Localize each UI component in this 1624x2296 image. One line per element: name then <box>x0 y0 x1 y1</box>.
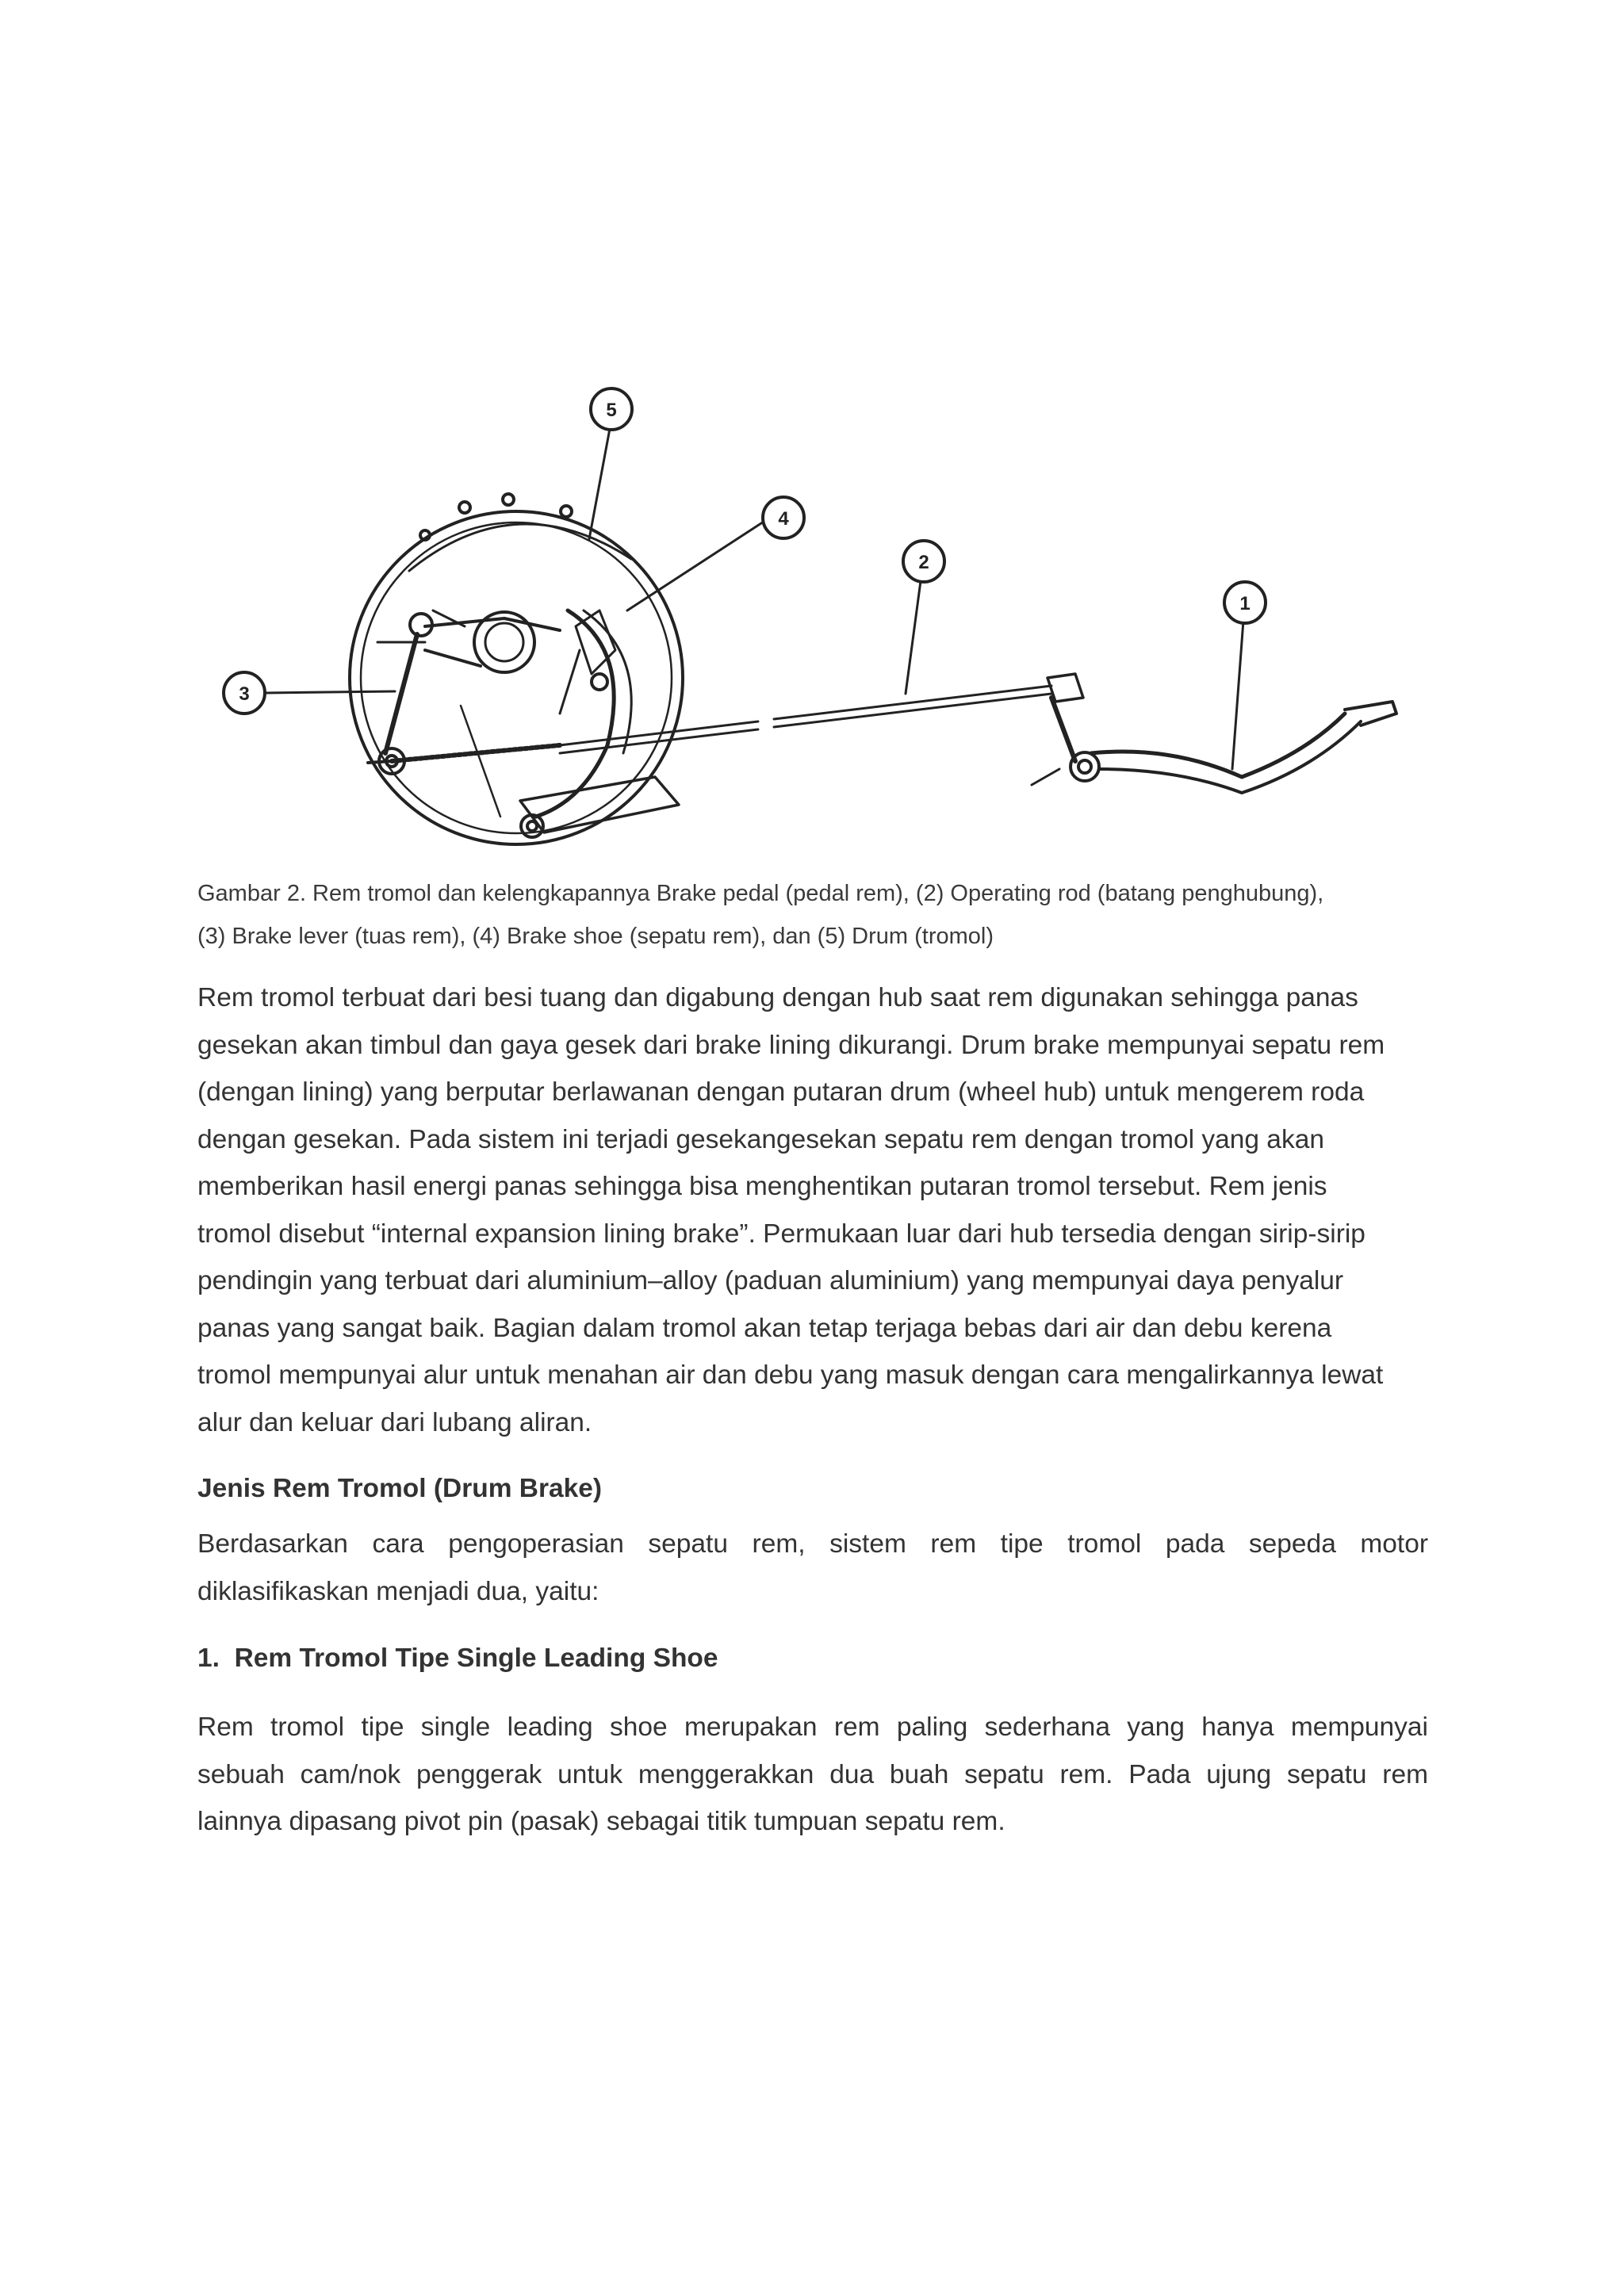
intro-paragraph <box>197 974 1428 1446</box>
paragraph-line: Rem tromol terbuat dari besi tuang dan digabung dengan hub saat rem digunakan sehingga panas <box>197 983 1358 1012</box>
paragraph-line: tromol disebut “internal expansion lining brake”. Permukaan luar dari hub tersedia dengan sirip-sirip <box>197 1219 1365 1249</box>
figure-caption <box>197 872 1434 958</box>
paragraph-line: Berdasarkan cara pengoperasian sepatu rem, sistem rem tipe tromol pada sepeda motor <box>197 1529 1428 1559</box>
section-paragraph <box>197 1521 1428 1615</box>
paragraph-line: tromol mempunyai alur untuk menahan air dan debu yang masuk dengan cara mengalirkannya lewat <box>197 1360 1384 1390</box>
paragraph-line: sebuah cam/nok penggerak untuk menggerakkan dua buah sepatu rem. Pada ujung sepatu rem <box>197 1759 1428 1789</box>
callout-leaders <box>266 420 1245 769</box>
callout-2-label: 2 <box>918 552 929 573</box>
paragraph-line: dengan gesekan. Pada sistem ini terjadi gesekangesekan sepatu rem dengan tromol yang akan <box>197 1124 1324 1154</box>
paragraph-line: gesekan akan timbul dan gaya gesek dari brake lining dikurangi. Drum brake mempunyai sepatu rem <box>197 1030 1385 1060</box>
paragraph-line: memberikan hasil energi panas sehingga bisa menghentikan putaran tromol tersebut. Rem jenis <box>197 1172 1327 1201</box>
drum-assembly <box>350 494 683 844</box>
operating-rod <box>368 686 1051 763</box>
callout-1 <box>1224 582 1266 623</box>
paragraph-line: lainnya dipasang pivot pin (pasak) sebagai titik tumpuan sepatu rem. <box>197 1807 1005 1836</box>
callout-4 <box>763 497 804 538</box>
caption-line: Gambar 2. Rem tromol dan kelengkapannya Brake pedal (pedal rem), (2) Operating rod (batang penghubung), <box>197 881 1324 906</box>
callout-5 <box>591 388 632 430</box>
paragraph-line: pendingin yang terbuat dari aluminium–alloy (paduan aluminium) yang mempunyai daya penyalur <box>197 1266 1344 1295</box>
subheading-title: Rem Tromol Tipe Single Leading Shoe <box>234 1644 718 1673</box>
callout-badges <box>224 388 1266 714</box>
paragraph-line: alur dan keluar dari lubang aliran. <box>197 1407 592 1437</box>
callout-1-label: 1 <box>1239 593 1251 614</box>
callout-2 <box>903 541 944 582</box>
paragraph-line: Rem tromol tipe single leading shoe merupakan rem paling sederhana yang hanya mempunyai <box>197 1712 1428 1742</box>
callout-5-label: 5 <box>606 400 617 421</box>
callout-3 <box>224 672 265 714</box>
callout-4-label: 4 <box>778 508 789 530</box>
paragraph-line: (dengan lining) yang berputar berlawanan dengan putaran drum (wheel hub) untuk mengerem roda <box>197 1077 1365 1107</box>
subheading <box>197 1640 718 1678</box>
caption-line: (3) Brake lever (tuas rem), (4) Brake shoe (sepatu rem), dan (5) Drum (tromol) <box>197 924 994 949</box>
section-heading: Jenis Rem Tromol (Drum Brake) <box>197 1474 603 1503</box>
brake-pedal <box>1032 674 1396 793</box>
brake-diagram <box>187 373 1408 864</box>
subsection-paragraph <box>197 1704 1428 1846</box>
callout-3-label: 3 <box>239 683 250 705</box>
paragraph-line: panas yang sangat baik. Bagian dalam tromol akan tetap terjaga bebas dari air dan debu kerena <box>197 1313 1332 1343</box>
subheading-number: 1. <box>197 1644 220 1673</box>
paragraph-line: diklasifikaskan menjadi dua, yaitu: <box>197 1576 599 1606</box>
